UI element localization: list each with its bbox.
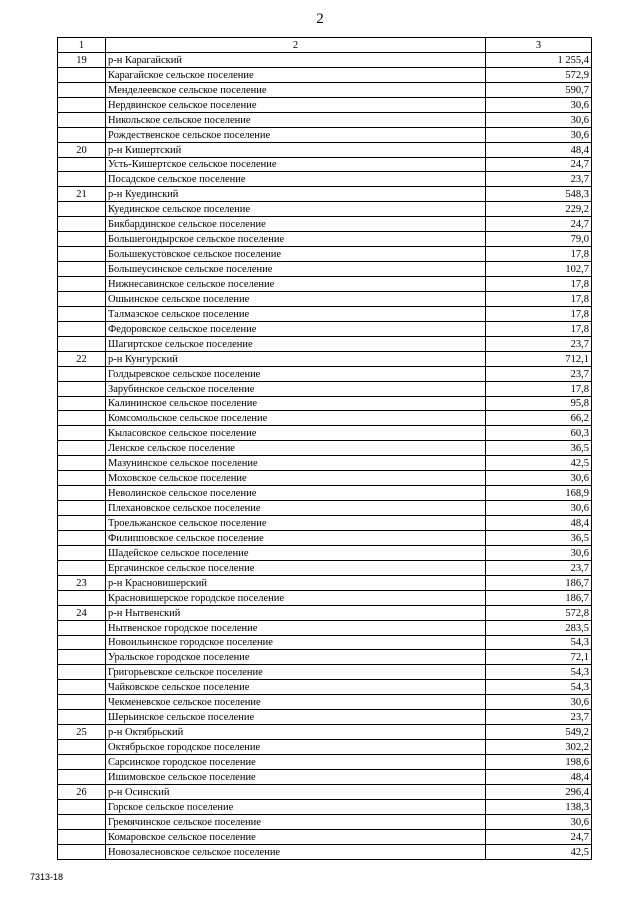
row-number: 20 — [58, 142, 106, 157]
table-row — [58, 441, 592, 456]
row-name: Новозалесновское сельское поселение — [106, 844, 486, 859]
row-value: 30,6 — [486, 545, 592, 560]
row-name: р-н Карагайский — [106, 52, 486, 67]
row-number — [58, 172, 106, 187]
table-row — [58, 97, 592, 112]
row-number — [58, 650, 106, 665]
row-name: Карагайское сельское поселение — [106, 67, 486, 82]
row-value: 79,0 — [486, 232, 592, 247]
row-number — [58, 710, 106, 725]
table-row — [58, 366, 592, 381]
table-row — [58, 605, 592, 620]
row-number — [58, 486, 106, 501]
table-row — [58, 799, 592, 814]
row-number — [58, 590, 106, 605]
row-value: 42,5 — [486, 456, 592, 471]
table-row — [58, 471, 592, 486]
row-number — [58, 471, 106, 486]
table-row — [58, 381, 592, 396]
table-row — [58, 396, 592, 411]
row-number — [58, 157, 106, 172]
row-name: Зарубинское сельское поселение — [106, 381, 486, 396]
row-value: 186,7 — [486, 575, 592, 590]
row-value: 17,8 — [486, 247, 592, 262]
row-name: Калининское сельское поселение — [106, 396, 486, 411]
table-row — [58, 426, 592, 441]
row-value: 30,6 — [486, 112, 592, 127]
row-number — [58, 202, 106, 217]
table-row — [58, 575, 592, 590]
table-row — [58, 142, 592, 157]
row-value: 102,7 — [486, 262, 592, 277]
row-value: 283,5 — [486, 620, 592, 635]
row-value: 23,7 — [486, 172, 592, 187]
row-name: р-н Куединский — [106, 187, 486, 202]
row-name: Григорьевское сельское поселение — [106, 665, 486, 680]
row-value: 572,8 — [486, 605, 592, 620]
table-row — [58, 635, 592, 650]
table-row — [58, 202, 592, 217]
row-number — [58, 635, 106, 650]
table-row — [58, 247, 592, 262]
row-number — [58, 97, 106, 112]
row-number — [58, 321, 106, 336]
table-row — [58, 814, 592, 829]
row-number — [58, 336, 106, 351]
table-row — [58, 590, 592, 605]
row-name: Голдыревское сельское поселение — [106, 366, 486, 381]
row-number — [58, 545, 106, 560]
table-row — [58, 695, 592, 710]
row-number — [58, 381, 106, 396]
row-value: 549,2 — [486, 725, 592, 740]
row-number: 19 — [58, 52, 106, 67]
row-value: 42,5 — [486, 844, 592, 859]
row-value: 30,6 — [486, 695, 592, 710]
row-name: Нижнесавинское сельское поселение — [106, 277, 486, 292]
row-number — [58, 799, 106, 814]
table-row — [58, 277, 592, 292]
row-value: 60,3 — [486, 426, 592, 441]
row-name: р-н Красновишерский — [106, 575, 486, 590]
row-number — [58, 306, 106, 321]
row-value: 712,1 — [486, 351, 592, 366]
row-value: 17,8 — [486, 306, 592, 321]
table-row — [58, 351, 592, 366]
row-number — [58, 112, 106, 127]
row-name: Большегондырское сельское поселение — [106, 232, 486, 247]
table-row — [58, 740, 592, 755]
row-name: Шадейское сельское поселение — [106, 545, 486, 560]
allocation-table — [57, 37, 592, 860]
row-number: 23 — [58, 575, 106, 590]
table-row — [58, 501, 592, 516]
row-number: 21 — [58, 187, 106, 202]
row-value: 30,6 — [486, 814, 592, 829]
table-row — [58, 829, 592, 844]
row-number: 25 — [58, 725, 106, 740]
row-name: Нытвенское городское поселение — [106, 620, 486, 635]
row-number — [58, 411, 106, 426]
row-name: Горское сельское поселение — [106, 799, 486, 814]
row-name: Октябрьское городское поселение — [106, 740, 486, 755]
row-number — [58, 217, 106, 232]
row-value: 229,2 — [486, 202, 592, 217]
row-number — [58, 844, 106, 859]
row-number — [58, 665, 106, 680]
table-row — [58, 516, 592, 531]
row-number: 22 — [58, 351, 106, 366]
table-body — [58, 52, 592, 859]
row-number — [58, 441, 106, 456]
row-value: 590,7 — [486, 82, 592, 97]
row-value: 30,6 — [486, 97, 592, 112]
table-row — [58, 217, 592, 232]
row-value: 168,9 — [486, 486, 592, 501]
header-col-1: 1 — [58, 38, 106, 53]
row-name: Гремячинское сельское поселение — [106, 814, 486, 829]
table-row — [58, 665, 592, 680]
row-value: 30,6 — [486, 471, 592, 486]
row-number — [58, 277, 106, 292]
table-header-row — [58, 38, 592, 53]
row-number — [58, 620, 106, 635]
header-col-2: 2 — [106, 38, 486, 53]
row-number — [58, 426, 106, 441]
row-name: Посадское сельское поселение — [106, 172, 486, 187]
row-value: 36,5 — [486, 441, 592, 456]
document-code: 7313-18 — [30, 872, 64, 882]
row-value: 17,8 — [486, 277, 592, 292]
row-value: 17,8 — [486, 291, 592, 306]
row-name: Никольское сельское поселение — [106, 112, 486, 127]
table-row — [58, 545, 592, 560]
row-value: 17,8 — [486, 321, 592, 336]
row-name: Чекменевское сельское поселение — [106, 695, 486, 710]
row-value: 23,7 — [486, 560, 592, 575]
row-number — [58, 740, 106, 755]
row-value: 36,5 — [486, 530, 592, 545]
row-value: 1 255,4 — [486, 52, 592, 67]
table-row — [58, 232, 592, 247]
row-number — [58, 516, 106, 531]
row-name: Ергачинское сельское поселение — [106, 560, 486, 575]
table-row — [58, 844, 592, 859]
row-name: Троельжанское сельское поселение — [106, 516, 486, 531]
row-name: р-н Нытвенский — [106, 605, 486, 620]
row-number — [58, 769, 106, 784]
row-name: Комаровское сельское поселение — [106, 829, 486, 844]
row-value: 24,7 — [486, 157, 592, 172]
row-number — [58, 396, 106, 411]
table-row — [58, 456, 592, 471]
table-row — [58, 172, 592, 187]
row-name: Красновишерское городское поселение — [106, 590, 486, 605]
row-value: 30,6 — [486, 501, 592, 516]
row-name: Ошьинское сельское поселение — [106, 291, 486, 306]
row-name: р-н Октябрьский — [106, 725, 486, 740]
row-number — [58, 695, 106, 710]
table-row — [58, 336, 592, 351]
table-row — [58, 530, 592, 545]
row-value: 186,7 — [486, 590, 592, 605]
table-row — [58, 291, 592, 306]
row-name: Менделеевское сельское поселение — [106, 82, 486, 97]
row-value: 302,2 — [486, 740, 592, 755]
row-number: 24 — [58, 605, 106, 620]
row-number — [58, 82, 106, 97]
row-value: 548,3 — [486, 187, 592, 202]
row-number — [58, 456, 106, 471]
row-name: Шагиртское сельское поселение — [106, 336, 486, 351]
row-number — [58, 232, 106, 247]
row-value: 72,1 — [486, 650, 592, 665]
table-row — [58, 755, 592, 770]
row-value: 54,3 — [486, 680, 592, 695]
row-name: р-н Кишертский — [106, 142, 486, 157]
row-value: 66,2 — [486, 411, 592, 426]
table-row — [58, 112, 592, 127]
header-col-3: 3 — [486, 38, 592, 53]
table-row — [58, 725, 592, 740]
row-name: Моховское сельское поселение — [106, 471, 486, 486]
row-value: 48,4 — [486, 516, 592, 531]
row-name: Ишимовское сельское поселение — [106, 769, 486, 784]
row-value: 24,7 — [486, 217, 592, 232]
row-number — [58, 560, 106, 575]
row-name: Комсомольское сельское поселение — [106, 411, 486, 426]
row-value: 17,8 — [486, 381, 592, 396]
row-number — [58, 530, 106, 545]
row-value: 23,7 — [486, 366, 592, 381]
row-number — [58, 127, 106, 142]
row-number — [58, 501, 106, 516]
row-value: 48,4 — [486, 142, 592, 157]
row-name: Ленское сельское поселение — [106, 441, 486, 456]
row-name: Мазунинское сельское поселение — [106, 456, 486, 471]
table-row — [58, 769, 592, 784]
table-row — [58, 67, 592, 82]
row-value: 24,7 — [486, 829, 592, 844]
row-name: Федоровское сельское поселение — [106, 321, 486, 336]
row-number — [58, 67, 106, 82]
table-row — [58, 262, 592, 277]
row-value: 23,7 — [486, 710, 592, 725]
page-number: 2 — [316, 11, 324, 27]
table-row — [58, 321, 592, 336]
row-name: Неволинское сельское поселение — [106, 486, 486, 501]
row-value: 198,6 — [486, 755, 592, 770]
row-value: 296,4 — [486, 784, 592, 799]
table-row — [58, 157, 592, 172]
row-value: 54,3 — [486, 665, 592, 680]
table-row — [58, 680, 592, 695]
row-name: Уральское городское поселение — [106, 650, 486, 665]
row-name: Бикбардинское сельское поселение — [106, 217, 486, 232]
table-row — [58, 620, 592, 635]
row-name: Кыласовское сельское поселение — [106, 426, 486, 441]
row-name: Чайковское сельское поселение — [106, 680, 486, 695]
row-number — [58, 755, 106, 770]
row-number — [58, 247, 106, 262]
row-name: Талмазское сельское поселение — [106, 306, 486, 321]
row-number — [58, 829, 106, 844]
row-number — [58, 291, 106, 306]
row-value: 572,9 — [486, 67, 592, 82]
row-value: 138,3 — [486, 799, 592, 814]
row-name: Сарсинское городское поселение — [106, 755, 486, 770]
row-name: Большеусинское сельское поселение — [106, 262, 486, 277]
row-name: Нердвинское сельское поселение — [106, 97, 486, 112]
row-value: 48,4 — [486, 769, 592, 784]
row-name: р-н Кунгурский — [106, 351, 486, 366]
row-name: Плехановское сельское поселение — [106, 501, 486, 516]
row-name: Куединское сельское поселение — [106, 202, 486, 217]
row-name: Большекустовское сельское поселение — [106, 247, 486, 262]
table-row — [58, 411, 592, 426]
table-row — [58, 82, 592, 97]
table-row — [58, 187, 592, 202]
table-row — [58, 784, 592, 799]
table-row — [58, 650, 592, 665]
row-number — [58, 366, 106, 381]
row-name: Усть-Кишертское сельское поселение — [106, 157, 486, 172]
row-value: 54,3 — [486, 635, 592, 650]
row-value: 23,7 — [486, 336, 592, 351]
row-value: 95,8 — [486, 396, 592, 411]
table-row — [58, 710, 592, 725]
table-row — [58, 486, 592, 501]
row-number — [58, 814, 106, 829]
table-row — [58, 52, 592, 67]
row-name: Рождественское сельское поселение — [106, 127, 486, 142]
table-row — [58, 306, 592, 321]
row-name: Филипповское сельское поселение — [106, 530, 486, 545]
row-name: р-н Осинский — [106, 784, 486, 799]
table-row — [58, 560, 592, 575]
row-number — [58, 680, 106, 695]
row-name: Новоильинское городское поселение — [106, 635, 486, 650]
row-value: 30,6 — [486, 127, 592, 142]
row-number — [58, 262, 106, 277]
row-number: 26 — [58, 784, 106, 799]
row-name: Шерьинское сельское поселение — [106, 710, 486, 725]
table-row — [58, 127, 592, 142]
